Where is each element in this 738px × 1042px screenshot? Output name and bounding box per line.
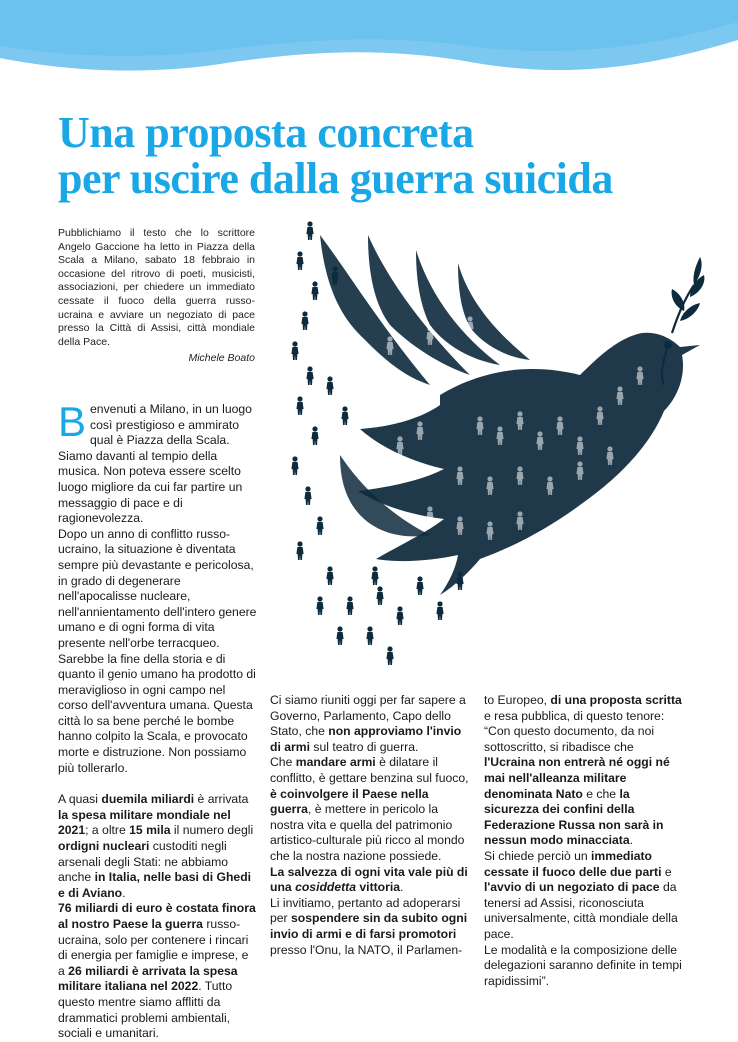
dove-silhouette xyxy=(320,235,700,595)
drop-cap: B xyxy=(58,398,87,445)
column-3 xyxy=(484,693,684,989)
author-name: Michele Boato xyxy=(188,352,255,364)
article-intro: Pubblichiamo il testo che lo scrittore Angelo Gaccione ha letto in Piazza della Scala a Milano, sabato 18 febbraio in occasione del ritrovo di poeti, musicisti, associazioni, per chiedere un immediato cessate il fuoco della guerra russo-ucraina e avviare un negoziato di pace presso la Città di Assisi, città mondiale della Pace. xyxy=(58,227,255,348)
article-title xyxy=(58,110,698,202)
paragraph: “Con questo documento, da noi sottoscritto, si ribadisce che l'Ucraina non entrerà né oggi né mai nell'alleanza militare denominata Nato e che la sicurezza dei confini della Federazione Russa non sarà in nessun modo minacciata. xyxy=(484,724,670,848)
dove-of-people-illustration xyxy=(280,215,720,675)
paragraph: to Europeo, di una proposta scritta e resa pubblica, di questo tenore: xyxy=(484,693,682,723)
paragraph: Li invitiamo, pertanto ad adoperarsi per sospendere sin da subito ogni invio di armi e di farsi promotori presso l'Onu, la NATO, il Parlamen- xyxy=(270,895,468,957)
paragraph-text: envenuti a Milano, in un luogo così prestigioso e ammirato qual è Piazza della Scala. Siamo davanti al tempio della musica. Non poteva essere scelto luogo migliore da cui far partire un messaggio di pace e di ragionevolezza. xyxy=(58,402,252,526)
paragraph: La salvezza di ogni vita vale più di una cosiddetta vittoria. xyxy=(270,864,468,895)
paragraph: Ci siamo riuniti oggi per far sapere a Governo, Parlamento, Capo dello Stato, che non approviamo l'invio di armi sul teatro di guerra. xyxy=(270,693,466,754)
header-wave xyxy=(0,0,738,90)
paragraph: Si chiede perciò un immediato cessate il fuoco delle due parti e l'avvio di un negoziato di pace da tenersi ad Assisi, riconosciuta universalmente, città mondiale della pace. xyxy=(484,848,678,941)
paragraph: Dopo un anno di conflitto russo-ucraino, la situazione è diventata sempre più devastante e pericolosa, in grado di degenerare nell'apocalisse nucleare, nell'annientamento dell'intero genere umano e di ogni forma di vita presente nell'orbe terracqueo. Sarebbe la fine della storia e di quanto il genio umano ha prodotto di meraviglioso in ogni campo nel corso dell'avventura umana. Questa città lo sa bene perché le bombe hanno colpito la Scala, e provocato morte e distruzione. Non possiamo più tollerarlo. xyxy=(58,526,257,775)
title-line-2: per uscire dalla guerra suicida xyxy=(58,154,613,203)
title-line-1: Una proposta concreta xyxy=(58,108,474,157)
paragraph: Che mandare armi è dilatare il conflitto, è gettare benzina sul fuoco, è coinvolgere il Paese nella guerra, è mettere in pericolo la nostra vita e quella del patrimonio artistico-culturale più ricco al mondo che la nostra nazione possiede. xyxy=(270,755,469,863)
paragraph: A quasi duemila miliardi è arrivata la spesa militare mondiale nel 2021; a oltre 15 mila il numero degli ordigni nucleari custoditi negli arsenali degli Stati: ne abbiamo anche in Italia, nelle basi di Ghedi e di Aviano. 76 miliardi di euro è costata finora al nostro Paese la guerra russo-ucraina, solo per contenere i rincari di energia per famiglie e imprese, e a 26 miliardi è arrivata la spesa militare italiana nel 2022. Tutto questo mentre siamo afflitti da drammatici problemi ambientali, sociali e umanitari. xyxy=(58,792,256,1041)
column-1 xyxy=(58,398,258,1042)
paragraph xyxy=(58,398,258,527)
paragraph: Le modalità e la composizione delle delegazioni saranno definite in tempi rapidissimi”. xyxy=(484,942,682,988)
column-2 xyxy=(270,693,470,958)
